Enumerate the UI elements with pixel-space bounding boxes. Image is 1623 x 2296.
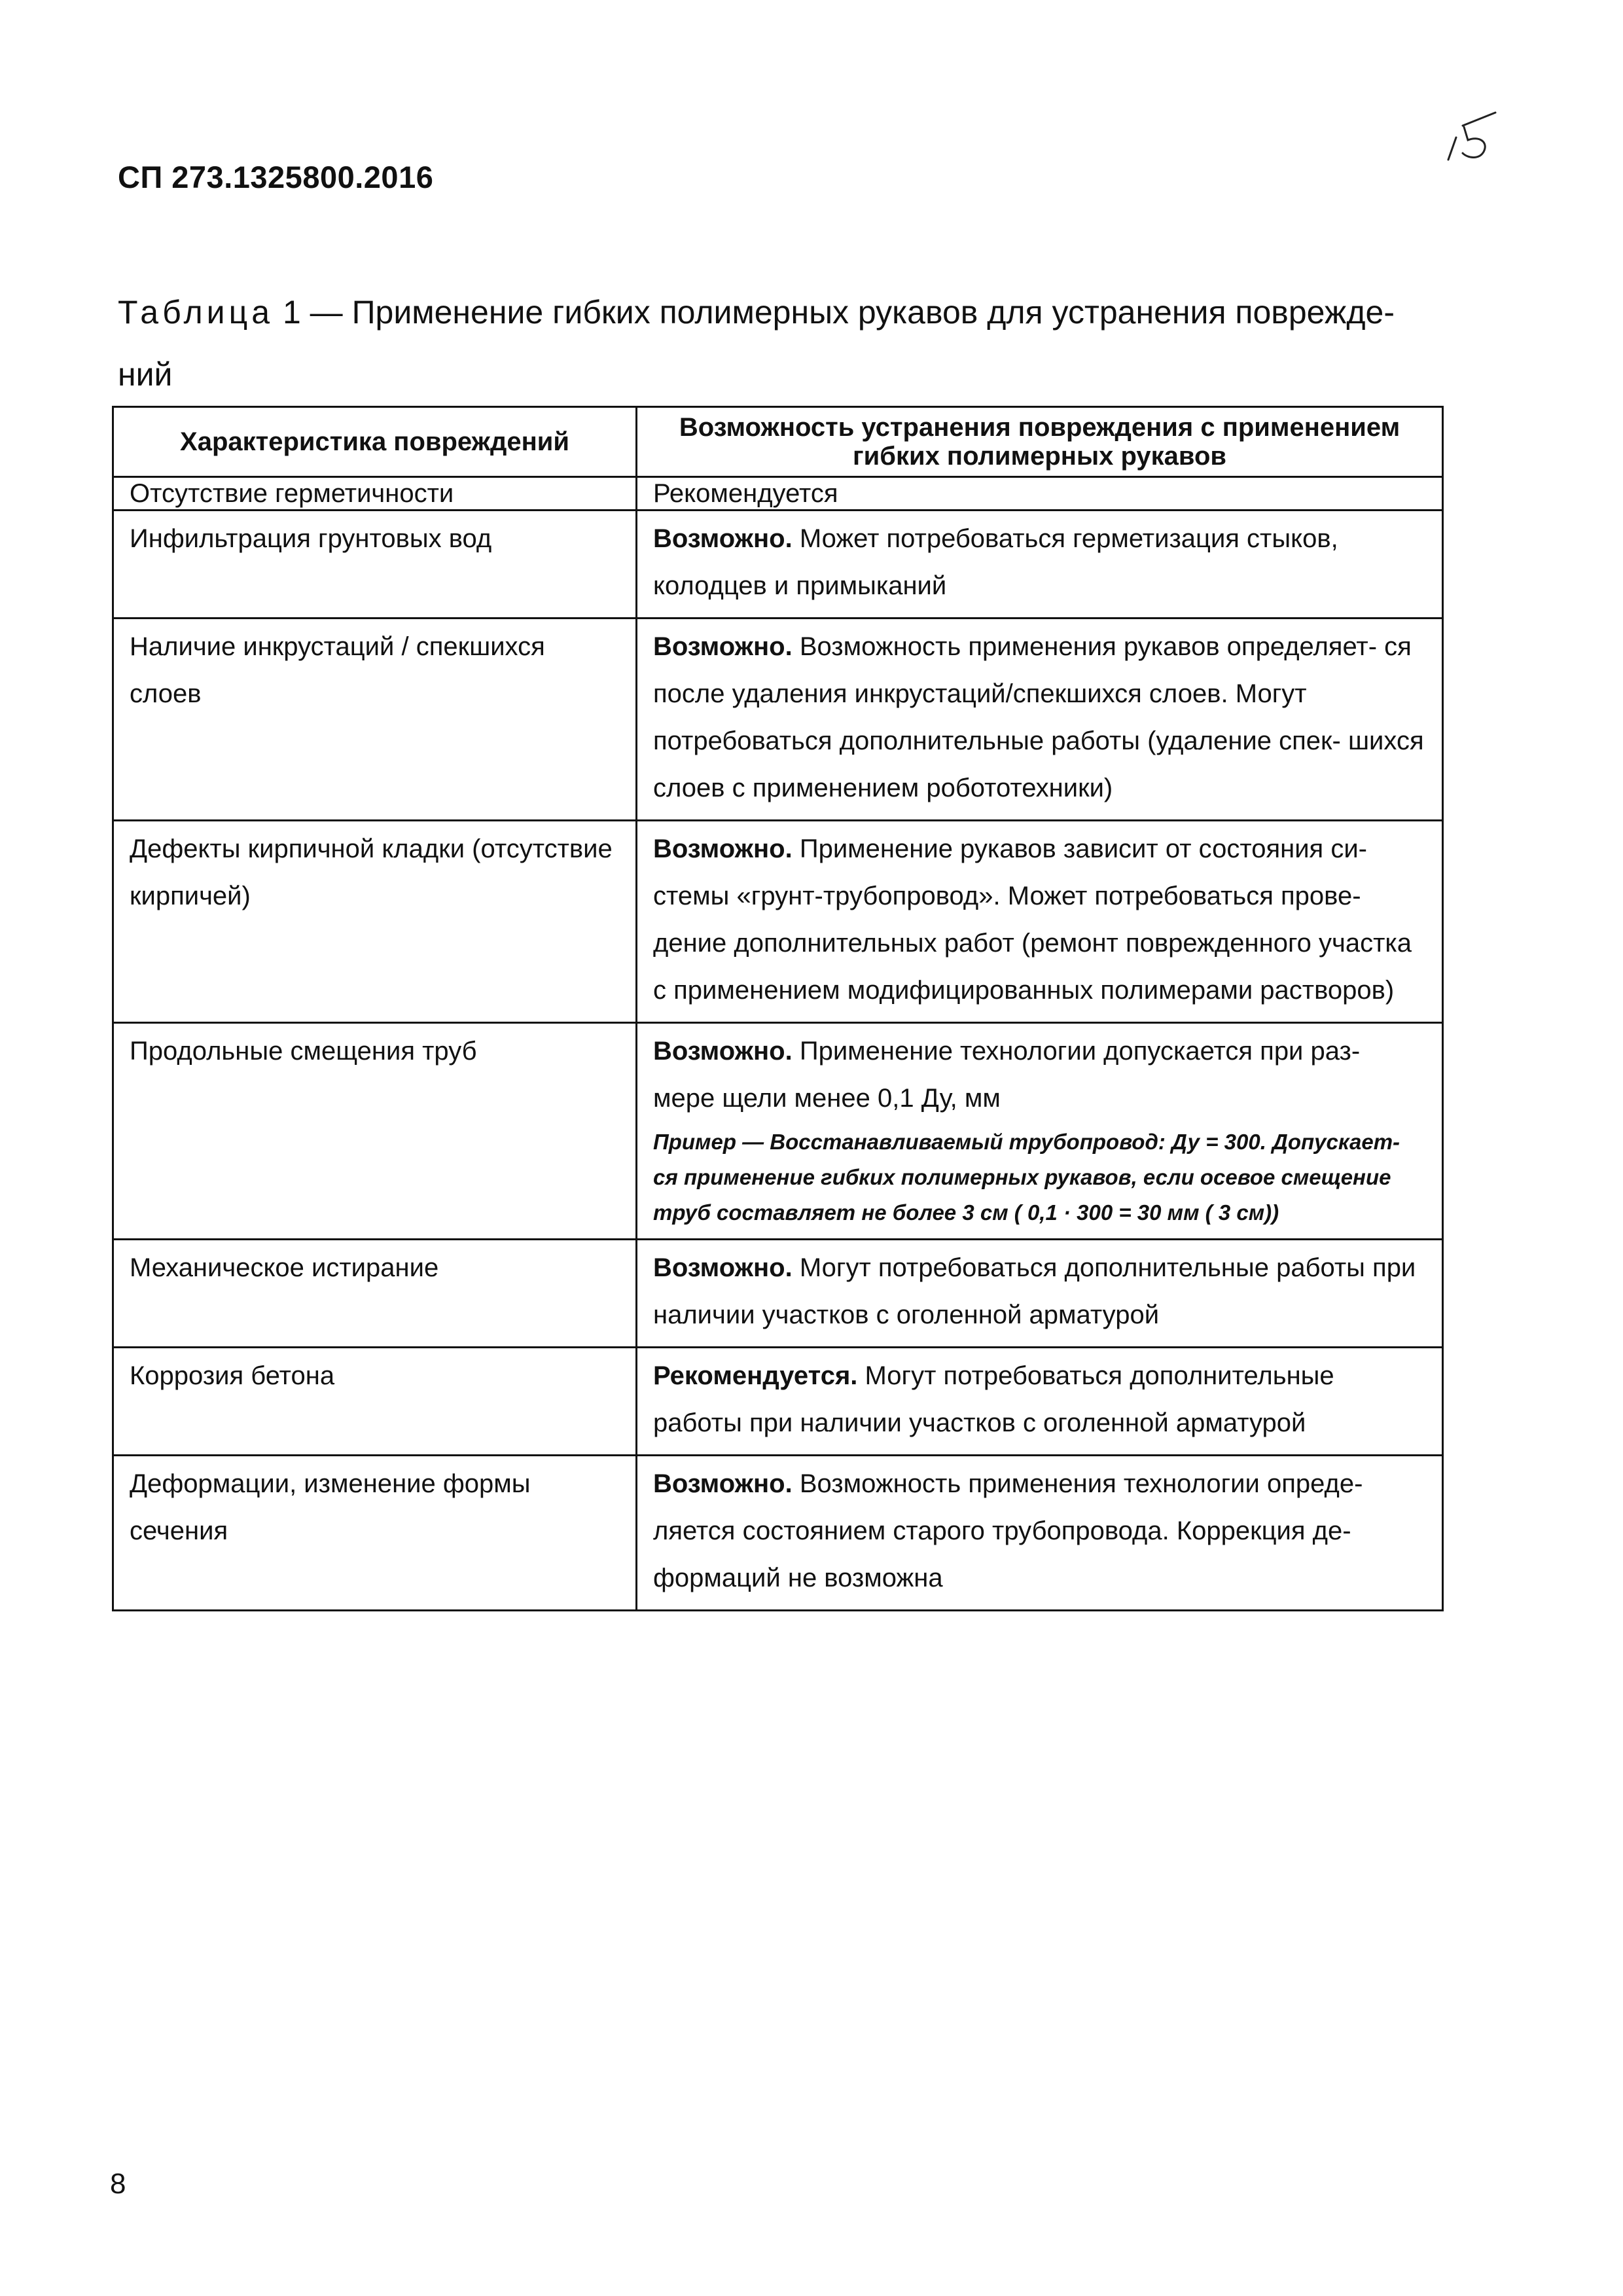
damage-cell: Продольные смещения труб: [113, 1023, 637, 1240]
possibility-text: Применение рукавов зависит от состояния си- стемы «грунт-трубопровод». Может потребоваться прове- дение дополнительных работ (ремонт поврежденного участка с применением модифицированных полимерами растворов): [653, 834, 1412, 1005]
page-number: 8: [110, 2168, 126, 2200]
example-note: Пример — Восстанавливаемый трубопровод: Ду = 300. Допускает- ся применение гибких полимерных рукавов, если осевое смещение труб составляет не более 3 см ( 0,1 · 300 = 30 мм ( 3 см)): [653, 1130, 1400, 1225]
table-row: [113, 1023, 1443, 1240]
damage-cell: Механическое истирание: [113, 1240, 637, 1348]
possibility-text: Может потребоваться герметизация стыков, колодцев и примыканий: [653, 524, 1338, 600]
damage-cell: Дефекты кирпичной кладки (отсутствие кирпичей): [113, 821, 637, 1023]
caption-title: Применение гибких полимерных рукавов для устранения поврежде- ний: [118, 294, 1395, 393]
table-row: [113, 821, 1443, 1023]
caption-dash: —: [310, 294, 343, 331]
possibility-lead: Рекомендуется.: [653, 1361, 858, 1390]
damage-cell: Коррозия бетона: [113, 1348, 637, 1456]
possibility-text: Могут потребоваться дополнительные работы при наличии участков с оголенной арматурой: [653, 1253, 1416, 1329]
damage-cell: Отсутствие герметичности: [113, 477, 637, 511]
possibility-cell: [637, 1023, 1443, 1240]
table-row: [113, 477, 1443, 511]
table-row: [113, 1348, 1443, 1456]
possibility-text: Возможность применения рукавов определяет- ся после удаления инкрустаций/спекшихся слоев. Могут потребоваться дополнительные работы (удаление спек- шихся слоев с применением робототехники): [653, 632, 1424, 802]
table-row: [113, 619, 1443, 821]
damage-table: [112, 406, 1444, 1611]
table-caption: [118, 281, 1440, 406]
handwritten-page-mark: [1443, 106, 1502, 165]
table-row: [113, 1240, 1443, 1348]
possibility-cell: [637, 1240, 1443, 1348]
possibility-text: Рекомендуется: [653, 479, 838, 508]
damage-cell: Наличие инкрустаций / спекшихся слоев: [113, 619, 637, 821]
possibility-lead: Возможно.: [653, 632, 793, 661]
possibility-lead: Возможно.: [653, 1037, 793, 1066]
possibility-text: Могут потребоваться дополнительные работы при наличии участков с оголенной арматурой: [653, 1361, 1334, 1437]
possibility-cell: [637, 1348, 1443, 1456]
possibility-text: Возможность применения технологии опреде- ляется состоянием старого трубопровода. Коррекция де- формаций не возможна: [653, 1469, 1363, 1592]
possibility-lead: Возможно.: [653, 834, 793, 863]
possibility-lead: Возможно.: [653, 524, 793, 553]
possibility-cell: [637, 477, 1443, 511]
caption-label: Таблица: [118, 294, 274, 331]
document-code: СП 273.1325800.2016: [118, 160, 434, 194]
possibility-cell: [637, 1456, 1443, 1611]
possibility-lead: Возможно.: [653, 1469, 793, 1498]
possibility-cell: [637, 619, 1443, 821]
possibility-cell: [637, 511, 1443, 619]
possibility-lead: Возможно.: [653, 1253, 793, 1282]
damage-cell: Деформации, изменение формы сечения: [113, 1456, 637, 1611]
damage-cell: Инфильтрация грунтовых вод: [113, 511, 637, 619]
table-row: [113, 1456, 1443, 1611]
possibility-cell: [637, 821, 1443, 1023]
header-repair-possibility: Возможность устранения повреждения с применением гибких полимерных рукавов: [637, 407, 1443, 477]
caption-number: 1: [282, 294, 301, 331]
possibility-text: Применение технологии допускается при раз- мере щели менее 0,1 Ду, мм: [653, 1037, 1361, 1113]
table-header-row: [113, 407, 1443, 477]
table-row: [113, 511, 1443, 619]
header-damage-characteristic: Характеристика повреждений: [113, 407, 637, 477]
